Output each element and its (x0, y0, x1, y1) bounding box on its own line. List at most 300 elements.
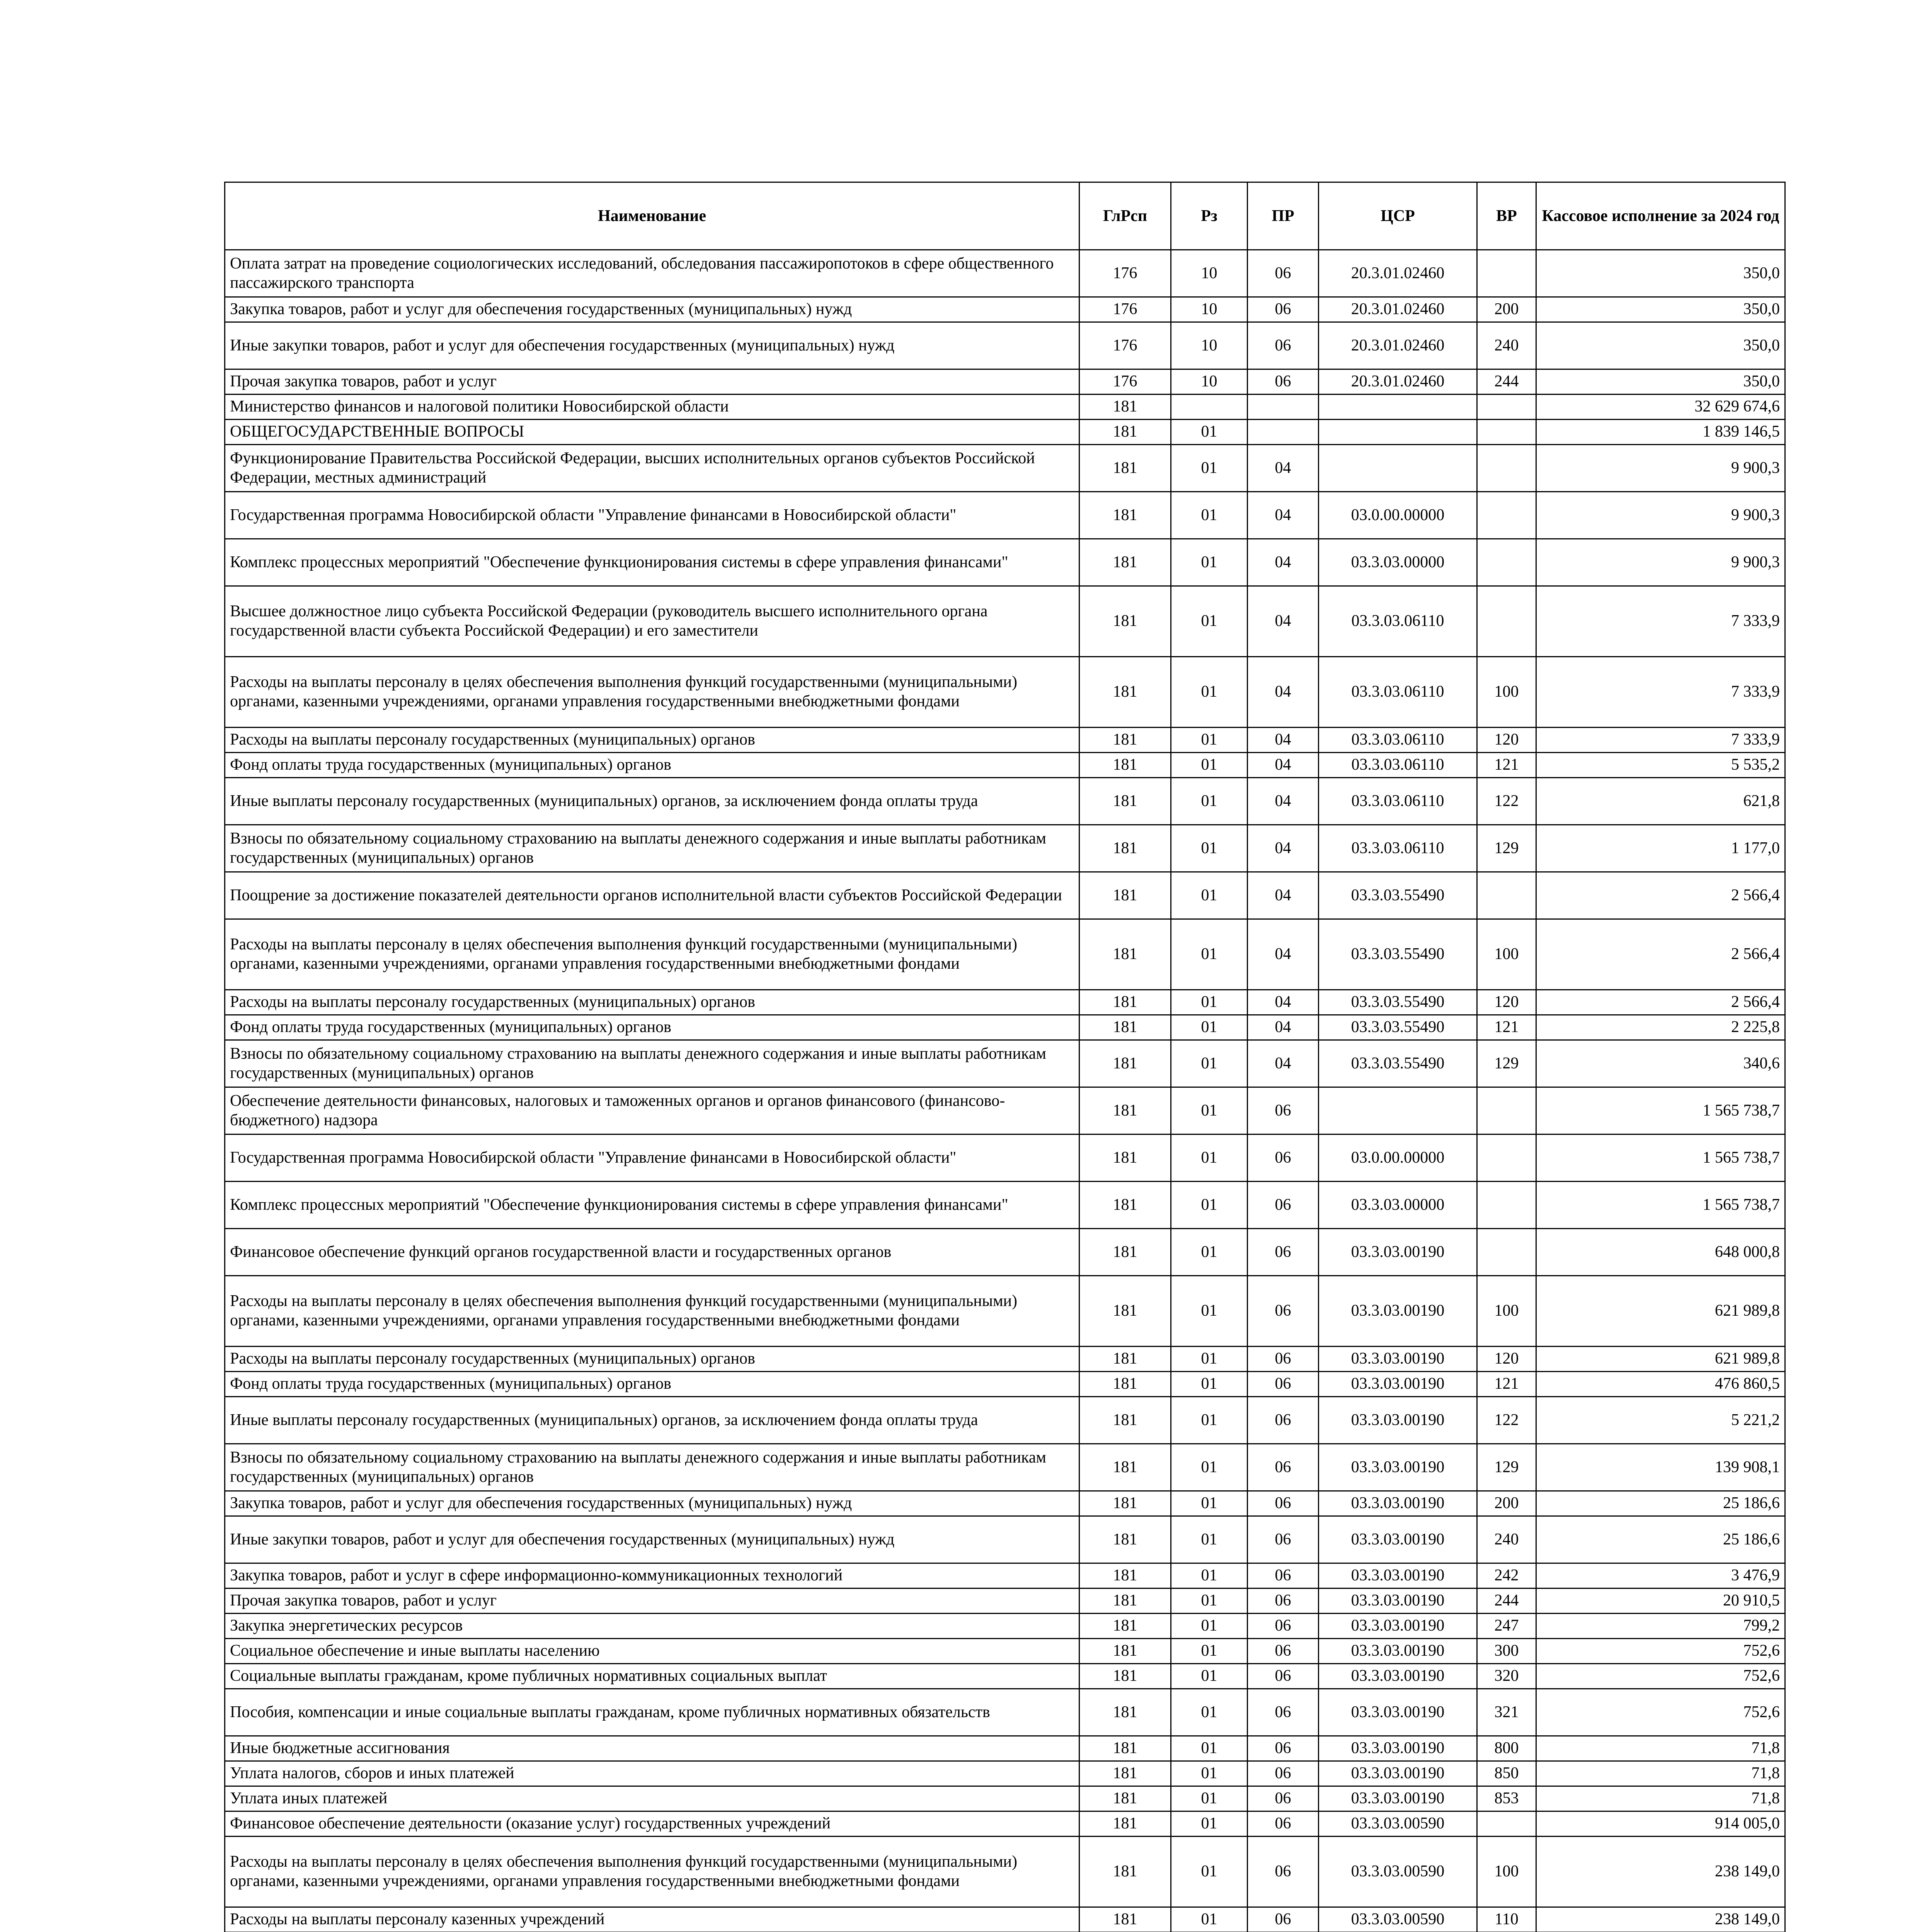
row-vr (1477, 1182, 1536, 1229)
row-csr: 03.3.03.00190 (1319, 1588, 1477, 1614)
row-glrsp: 181 (1079, 657, 1171, 728)
row-pr: 06 (1248, 1588, 1319, 1614)
column-header-csr: ЦСР (1319, 182, 1477, 250)
table-row (225, 1134, 1785, 1182)
column-header-vr: ВР (1477, 182, 1536, 250)
row-vr: 121 (1477, 753, 1536, 778)
row-csr: 20.3.01.02460 (1319, 369, 1477, 395)
row-name: Взносы по обязательному социальному страхованию на выплаты денежного содержания и иные выплаты работникам государственных (муниципальных) органов (225, 1040, 1079, 1087)
table-header (225, 182, 1785, 250)
table-row (225, 1811, 1785, 1837)
table-row (225, 586, 1785, 657)
table-row (225, 1761, 1785, 1786)
row-vr: 121 (1477, 1015, 1536, 1040)
row-vr: 100 (1477, 1276, 1536, 1347)
row-amount: 238 149,0 (1536, 1837, 1785, 1907)
row-vr: 110 (1477, 1907, 1536, 1932)
row-glrsp: 181 (1079, 445, 1171, 492)
row-csr: 03.3.03.00190 (1319, 1372, 1477, 1397)
row-csr: 03.3.03.00190 (1319, 1614, 1477, 1639)
row-csr: 20.3.01.02460 (1319, 322, 1477, 369)
row-pr: 06 (1248, 1811, 1319, 1837)
row-csr: 03.3.03.55490 (1319, 872, 1477, 919)
row-vr: 120 (1477, 990, 1536, 1015)
row-glrsp: 181 (1079, 1087, 1171, 1134)
row-pr: 06 (1248, 1689, 1319, 1736)
row-rz: 01 (1171, 1015, 1248, 1040)
table-row (225, 492, 1785, 539)
table-row (225, 1040, 1785, 1087)
table-row (225, 753, 1785, 778)
row-glrsp: 181 (1079, 1491, 1171, 1516)
row-pr: 06 (1248, 250, 1319, 297)
row-amount: 752,6 (1536, 1639, 1785, 1664)
row-amount: 9 900,3 (1536, 445, 1785, 492)
row-glrsp: 181 (1079, 872, 1171, 919)
row-amount: 621,8 (1536, 778, 1785, 825)
row-name: Иные закупки товаров, работ и услуг для обеспечения государственных (муниципальных) нужд (225, 1516, 1079, 1563)
row-vr: 850 (1477, 1761, 1536, 1786)
row-vr: 244 (1477, 369, 1536, 395)
row-rz: 01 (1171, 657, 1248, 728)
row-vr: 100 (1477, 919, 1536, 990)
row-csr: 03.3.03.00190 (1319, 1664, 1477, 1689)
row-glrsp: 181 (1079, 1444, 1171, 1491)
row-name: Расходы на выплаты персоналу в целях обеспечения выполнения функций государственными (муниципальными) органами, казенными учреждениями, органами управления государственными внебюджетными фондами (225, 657, 1079, 728)
row-pr: 06 (1248, 1837, 1319, 1907)
row-amount: 7 333,9 (1536, 586, 1785, 657)
row-glrsp: 176 (1079, 250, 1171, 297)
row-amount: 2 566,4 (1536, 919, 1785, 990)
row-amount: 5 221,2 (1536, 1397, 1785, 1444)
table-row (225, 297, 1785, 322)
row-glrsp: 176 (1079, 369, 1171, 395)
row-rz: 01 (1171, 1588, 1248, 1614)
row-rz: 01 (1171, 825, 1248, 872)
row-csr: 03.3.03.55490 (1319, 919, 1477, 990)
row-name: Расходы на выплаты персоналу в целях обеспечения выполнения функций государственными (муниципальными) органами, казенными учреждениями, органами управления государственными внебюджетными фондами (225, 1276, 1079, 1347)
row-pr: 06 (1248, 1516, 1319, 1563)
row-csr: 03.3.03.00590 (1319, 1907, 1477, 1932)
row-amount: 350,0 (1536, 297, 1785, 322)
row-csr: 03.3.03.00190 (1319, 1444, 1477, 1491)
row-rz: 01 (1171, 1907, 1248, 1932)
row-name: Высшее должностное лицо субъекта Российской Федерации (руководитель высшего исполнительного органа государственной власти субъекта Российской Федерации) и его заместители (225, 586, 1079, 657)
row-rz: 01 (1171, 1837, 1248, 1907)
row-pr: 04 (1248, 586, 1319, 657)
row-glrsp: 181 (1079, 1563, 1171, 1588)
row-csr: 03.3.03.06110 (1319, 586, 1477, 657)
column-header-name: Наименование (225, 182, 1079, 250)
row-name: Финансовое обеспечение функций органов государственной власти и государственных органов (225, 1229, 1079, 1276)
table-row (225, 250, 1785, 297)
table-row (225, 1347, 1785, 1372)
row-pr: 04 (1248, 492, 1319, 539)
row-rz: 01 (1171, 420, 1248, 445)
row-pr: 04 (1248, 657, 1319, 728)
row-rz: 01 (1171, 1347, 1248, 1372)
row-glrsp: 181 (1079, 1397, 1171, 1444)
row-rz: 01 (1171, 728, 1248, 753)
row-name: Фонд оплаты труда государственных (муниципальных) органов (225, 1015, 1079, 1040)
row-rz: 01 (1171, 1134, 1248, 1182)
row-name: Государственная программа Новосибирской области "Управление финансами в Новосибирской области" (225, 492, 1079, 539)
row-glrsp: 181 (1079, 1347, 1171, 1372)
row-vr: 800 (1477, 1736, 1536, 1761)
table-row (225, 1689, 1785, 1736)
row-vr: 122 (1477, 778, 1536, 825)
row-vr: 320 (1477, 1664, 1536, 1689)
table-row (225, 369, 1785, 395)
row-glrsp: 181 (1079, 1811, 1171, 1837)
row-name: Взносы по обязательному социальному страхованию на выплаты денежного содержания и иные выплаты работникам государственных (муниципальных) органов (225, 825, 1079, 872)
row-name: Иные выплаты персоналу государственных (муниципальных) органов, за исключением фонда оплаты труда (225, 1397, 1079, 1444)
row-csr: 03.3.03.00190 (1319, 1229, 1477, 1276)
row-amount: 1 565 738,7 (1536, 1087, 1785, 1134)
row-vr (1477, 586, 1536, 657)
row-rz: 01 (1171, 1563, 1248, 1588)
row-glrsp: 176 (1079, 322, 1171, 369)
row-pr: 04 (1248, 872, 1319, 919)
table-row (225, 728, 1785, 753)
row-amount: 1 839 146,5 (1536, 420, 1785, 445)
row-rz: 01 (1171, 1736, 1248, 1761)
row-pr: 06 (1248, 1182, 1319, 1229)
row-csr: 03.3.03.00190 (1319, 1347, 1477, 1372)
row-pr: 06 (1248, 1786, 1319, 1811)
row-rz: 10 (1171, 369, 1248, 395)
row-rz: 01 (1171, 872, 1248, 919)
row-amount: 350,0 (1536, 369, 1785, 395)
row-csr: 03.3.03.00590 (1319, 1837, 1477, 1907)
table-row (225, 1516, 1785, 1563)
row-vr: 200 (1477, 1491, 1536, 1516)
row-name: Фонд оплаты труда государственных (муниципальных) органов (225, 1372, 1079, 1397)
row-amount: 1 565 738,7 (1536, 1182, 1785, 1229)
row-csr: 03.3.03.00000 (1319, 539, 1477, 586)
row-amount: 476 860,5 (1536, 1372, 1785, 1397)
row-amount: 1 177,0 (1536, 825, 1785, 872)
row-csr: 03.3.03.00190 (1319, 1563, 1477, 1588)
row-name: Расходы на выплаты персоналу в целях обеспечения выполнения функций государственными (муниципальными) органами, казенными учреждениями, органами управления государственными внебюджетными фондами (225, 1837, 1079, 1907)
row-csr (1319, 420, 1477, 445)
row-csr: 03.3.03.55490 (1319, 990, 1477, 1015)
row-amount: 5 535,2 (1536, 753, 1785, 778)
row-rz: 01 (1171, 492, 1248, 539)
row-glrsp: 181 (1079, 586, 1171, 657)
row-name: Закупка товаров, работ и услуг для обеспечения государственных (муниципальных) нужд (225, 297, 1079, 322)
row-pr: 06 (1248, 369, 1319, 395)
row-rz: 01 (1171, 1444, 1248, 1491)
table-row (225, 1837, 1785, 1907)
row-name: Поощрение за достижение показателей деятельности органов исполнительной власти субъектов Российской Федерации (225, 872, 1079, 919)
row-rz: 01 (1171, 753, 1248, 778)
row-glrsp: 181 (1079, 1134, 1171, 1182)
row-rz: 01 (1171, 1639, 1248, 1664)
row-rz: 01 (1171, 1664, 1248, 1689)
row-rz: 01 (1171, 1614, 1248, 1639)
row-amount: 914 005,0 (1536, 1811, 1785, 1837)
row-rz: 01 (1171, 539, 1248, 586)
row-rz: 01 (1171, 919, 1248, 990)
row-pr: 06 (1248, 1134, 1319, 1182)
row-glrsp: 181 (1079, 1182, 1171, 1229)
row-pr: 04 (1248, 445, 1319, 492)
row-csr: 03.3.03.06110 (1319, 778, 1477, 825)
row-amount: 2 225,8 (1536, 1015, 1785, 1040)
row-glrsp: 181 (1079, 1761, 1171, 1786)
row-name: ОБЩЕГОСУДАРСТВЕННЫЕ ВОПРОСЫ (225, 420, 1079, 445)
row-glrsp: 181 (1079, 1516, 1171, 1563)
row-pr: 04 (1248, 539, 1319, 586)
row-pr: 04 (1248, 1040, 1319, 1087)
row-glrsp: 181 (1079, 1664, 1171, 1689)
row-vr (1477, 492, 1536, 539)
row-pr: 04 (1248, 825, 1319, 872)
row-amount: 32 629 674,6 (1536, 395, 1785, 420)
row-csr: 03.0.00.00000 (1319, 492, 1477, 539)
row-amount: 20 910,5 (1536, 1588, 1785, 1614)
row-glrsp: 181 (1079, 825, 1171, 872)
row-csr (1319, 395, 1477, 420)
row-name: Расходы на выплаты персоналу в целях обеспечения выполнения функций государственными (муниципальными) органами, казенными учреждениями, органами управления государственными внебюджетными фондами (225, 919, 1079, 990)
table-row (225, 1588, 1785, 1614)
row-name: Иные бюджетные ассигнования (225, 1736, 1079, 1761)
row-amount: 71,8 (1536, 1786, 1785, 1811)
row-glrsp: 181 (1079, 1736, 1171, 1761)
row-csr: 03.3.03.00190 (1319, 1761, 1477, 1786)
row-amount: 799,2 (1536, 1614, 1785, 1639)
row-pr: 06 (1248, 1444, 1319, 1491)
row-csr: 03.3.03.00590 (1319, 1811, 1477, 1837)
row-name: Обеспечение деятельности финансовых, налоговых и таможенных органов и органов финансового (финансово-бюджетного) надзора (225, 1087, 1079, 1134)
table-row (225, 322, 1785, 369)
table-row (225, 1397, 1785, 1444)
table-row (225, 1614, 1785, 1639)
table-row (225, 1563, 1785, 1588)
table-row (225, 778, 1785, 825)
row-vr: 240 (1477, 322, 1536, 369)
row-vr: 100 (1477, 1837, 1536, 1907)
row-amount: 71,8 (1536, 1761, 1785, 1786)
row-amount: 2 566,4 (1536, 872, 1785, 919)
row-vr: 120 (1477, 728, 1536, 753)
row-glrsp: 181 (1079, 1229, 1171, 1276)
row-vr: 129 (1477, 1444, 1536, 1491)
table-body (225, 250, 1785, 1932)
row-csr: 03.3.03.00190 (1319, 1736, 1477, 1761)
table-row (225, 1491, 1785, 1516)
row-pr: 04 (1248, 919, 1319, 990)
row-rz: 01 (1171, 1689, 1248, 1736)
row-amount: 9 900,3 (1536, 492, 1785, 539)
row-amount: 752,6 (1536, 1689, 1785, 1736)
row-pr: 06 (1248, 1372, 1319, 1397)
table-row (225, 1786, 1785, 1811)
row-glrsp: 176 (1079, 297, 1171, 322)
row-glrsp: 181 (1079, 1907, 1171, 1932)
row-name: Взносы по обязательному социальному страхованию на выплаты денежного содержания и иные выплаты работникам государственных (муниципальных) органов (225, 1444, 1079, 1491)
row-vr (1477, 250, 1536, 297)
row-csr (1319, 1087, 1477, 1134)
row-rz: 01 (1171, 1397, 1248, 1444)
table-row (225, 1182, 1785, 1229)
row-pr: 06 (1248, 1276, 1319, 1347)
row-glrsp: 181 (1079, 1837, 1171, 1907)
row-rz: 10 (1171, 250, 1248, 297)
row-vr (1477, 872, 1536, 919)
row-name: Комплекс процессных мероприятий "Обеспечение функционирования системы в сфере управления финансами" (225, 539, 1079, 586)
row-rz: 01 (1171, 1786, 1248, 1811)
row-vr (1477, 1087, 1536, 1134)
table-row (225, 1736, 1785, 1761)
row-amount: 25 186,6 (1536, 1516, 1785, 1563)
row-name: Иные закупки товаров, работ и услуг для обеспечения государственных (муниципальных) нужд (225, 322, 1079, 369)
table-row (225, 1907, 1785, 1932)
table-row (225, 1639, 1785, 1664)
row-rz: 01 (1171, 1516, 1248, 1563)
row-pr: 06 (1248, 1907, 1319, 1932)
column-header-rz: Рз (1171, 182, 1248, 250)
row-csr: 03.3.03.06110 (1319, 728, 1477, 753)
row-glrsp: 181 (1079, 778, 1171, 825)
row-name: Иные выплаты персоналу государственных (муниципальных) органов, за исключением фонда оплаты труда (225, 778, 1079, 825)
table-row (225, 539, 1785, 586)
row-vr: 200 (1477, 297, 1536, 322)
row-rz: 01 (1171, 1040, 1248, 1087)
row-csr: 20.3.01.02460 (1319, 297, 1477, 322)
row-pr: 06 (1248, 1563, 1319, 1588)
row-name: Пособия, компенсации и иные социальные выплаты гражданам, кроме публичных нормативных обязательств (225, 1689, 1079, 1736)
row-vr (1477, 539, 1536, 586)
row-amount: 648 000,8 (1536, 1229, 1785, 1276)
column-header-glrsp: ГлРсп (1079, 182, 1171, 250)
row-amount: 7 333,9 (1536, 657, 1785, 728)
row-name: Государственная программа Новосибирской области "Управление финансами в Новосибирской области" (225, 1134, 1079, 1182)
row-pr: 06 (1248, 297, 1319, 322)
row-glrsp: 181 (1079, 1786, 1171, 1811)
row-amount: 7 333,9 (1536, 728, 1785, 753)
row-name: Финансовое обеспечение деятельности (оказание услуг) государственных учреждений (225, 1811, 1079, 1837)
row-csr: 03.3.03.00190 (1319, 1276, 1477, 1347)
row-amount: 340,6 (1536, 1040, 1785, 1087)
row-vr: 321 (1477, 1689, 1536, 1736)
row-rz: 01 (1171, 1372, 1248, 1397)
table-row (225, 420, 1785, 445)
row-glrsp: 181 (1079, 1015, 1171, 1040)
row-name: Министерство финансов и налоговой политики Новосибирской области (225, 395, 1079, 420)
row-pr: 06 (1248, 1491, 1319, 1516)
row-amount: 350,0 (1536, 322, 1785, 369)
row-pr: 06 (1248, 1347, 1319, 1372)
row-glrsp: 181 (1079, 1689, 1171, 1736)
row-pr: 04 (1248, 1015, 1319, 1040)
row-amount: 139 908,1 (1536, 1444, 1785, 1491)
table-row (225, 1444, 1785, 1491)
table-row (225, 1229, 1785, 1276)
row-pr: 04 (1248, 990, 1319, 1015)
row-vr: 121 (1477, 1372, 1536, 1397)
row-pr: 06 (1248, 1761, 1319, 1786)
row-csr: 03.3.03.00190 (1319, 1639, 1477, 1664)
row-vr: 247 (1477, 1614, 1536, 1639)
row-glrsp: 181 (1079, 728, 1171, 753)
row-vr (1477, 420, 1536, 445)
row-name: Расходы на выплаты персоналу государственных (муниципальных) органов (225, 1347, 1079, 1372)
row-vr: 300 (1477, 1639, 1536, 1664)
row-pr: 06 (1248, 1736, 1319, 1761)
row-rz (1171, 395, 1248, 420)
row-csr: 03.3.03.06110 (1319, 825, 1477, 872)
row-vr: 240 (1477, 1516, 1536, 1563)
row-glrsp: 181 (1079, 1639, 1171, 1664)
row-pr (1248, 420, 1319, 445)
table-row (225, 825, 1785, 872)
row-glrsp: 181 (1079, 1276, 1171, 1347)
row-pr: 04 (1248, 778, 1319, 825)
row-pr: 04 (1248, 753, 1319, 778)
row-glrsp: 181 (1079, 1372, 1171, 1397)
table-row (225, 919, 1785, 990)
row-name: Прочая закупка товаров, работ и услуг (225, 1588, 1079, 1614)
row-name: Социальные выплаты гражданам, кроме публичных нормативных социальных выплат (225, 1664, 1079, 1689)
row-rz: 01 (1171, 586, 1248, 657)
row-glrsp: 181 (1079, 420, 1171, 445)
row-name: Функционирование Правительства Российской Федерации, высших исполнительных органов субъектов Российской Федерации, местных администраций (225, 445, 1079, 492)
row-vr (1477, 1811, 1536, 1837)
table-row (225, 1015, 1785, 1040)
row-name: Уплата иных платежей (225, 1786, 1079, 1811)
row-amount: 238 149,0 (1536, 1907, 1785, 1932)
row-rz: 01 (1171, 990, 1248, 1015)
row-rz: 01 (1171, 1087, 1248, 1134)
column-header-pr: ПР (1248, 182, 1319, 250)
row-vr: 853 (1477, 1786, 1536, 1811)
row-csr: 03.3.03.06110 (1319, 657, 1477, 728)
budget-table (224, 182, 1786, 1932)
row-rz: 10 (1171, 322, 1248, 369)
row-csr: 03.3.03.00190 (1319, 1689, 1477, 1736)
row-vr: 129 (1477, 825, 1536, 872)
row-name: Прочая закупка товаров, работ и услуг (225, 369, 1079, 395)
table-row (225, 1372, 1785, 1397)
row-vr (1477, 445, 1536, 492)
row-pr: 06 (1248, 1087, 1319, 1134)
row-vr: 100 (1477, 657, 1536, 728)
row-name: Закупка товаров, работ и услуг для обеспечения государственных (муниципальных) нужд (225, 1491, 1079, 1516)
row-amount: 3 476,9 (1536, 1563, 1785, 1588)
row-pr: 06 (1248, 322, 1319, 369)
row-vr: 120 (1477, 1347, 1536, 1372)
row-glrsp: 181 (1079, 1040, 1171, 1087)
row-csr (1319, 445, 1477, 492)
row-name: Расходы на выплаты персоналу казенных учреждений (225, 1907, 1079, 1932)
row-csr: 03.3.03.00190 (1319, 1397, 1477, 1444)
row-vr (1477, 395, 1536, 420)
table-row (225, 1087, 1785, 1134)
row-amount: 752,6 (1536, 1664, 1785, 1689)
row-glrsp: 181 (1079, 1588, 1171, 1614)
table-row (225, 1276, 1785, 1347)
row-name: Комплекс процессных мероприятий "Обеспечение функционирования системы в сфере управления финансами" (225, 1182, 1079, 1229)
row-rz: 01 (1171, 1182, 1248, 1229)
row-amount: 621 989,8 (1536, 1347, 1785, 1372)
table-row (225, 990, 1785, 1015)
row-name: Расходы на выплаты персоналу государственных (муниципальных) органов (225, 728, 1079, 753)
row-pr: 04 (1248, 728, 1319, 753)
row-amount: 621 989,8 (1536, 1276, 1785, 1347)
row-csr: 03.3.03.06110 (1319, 753, 1477, 778)
